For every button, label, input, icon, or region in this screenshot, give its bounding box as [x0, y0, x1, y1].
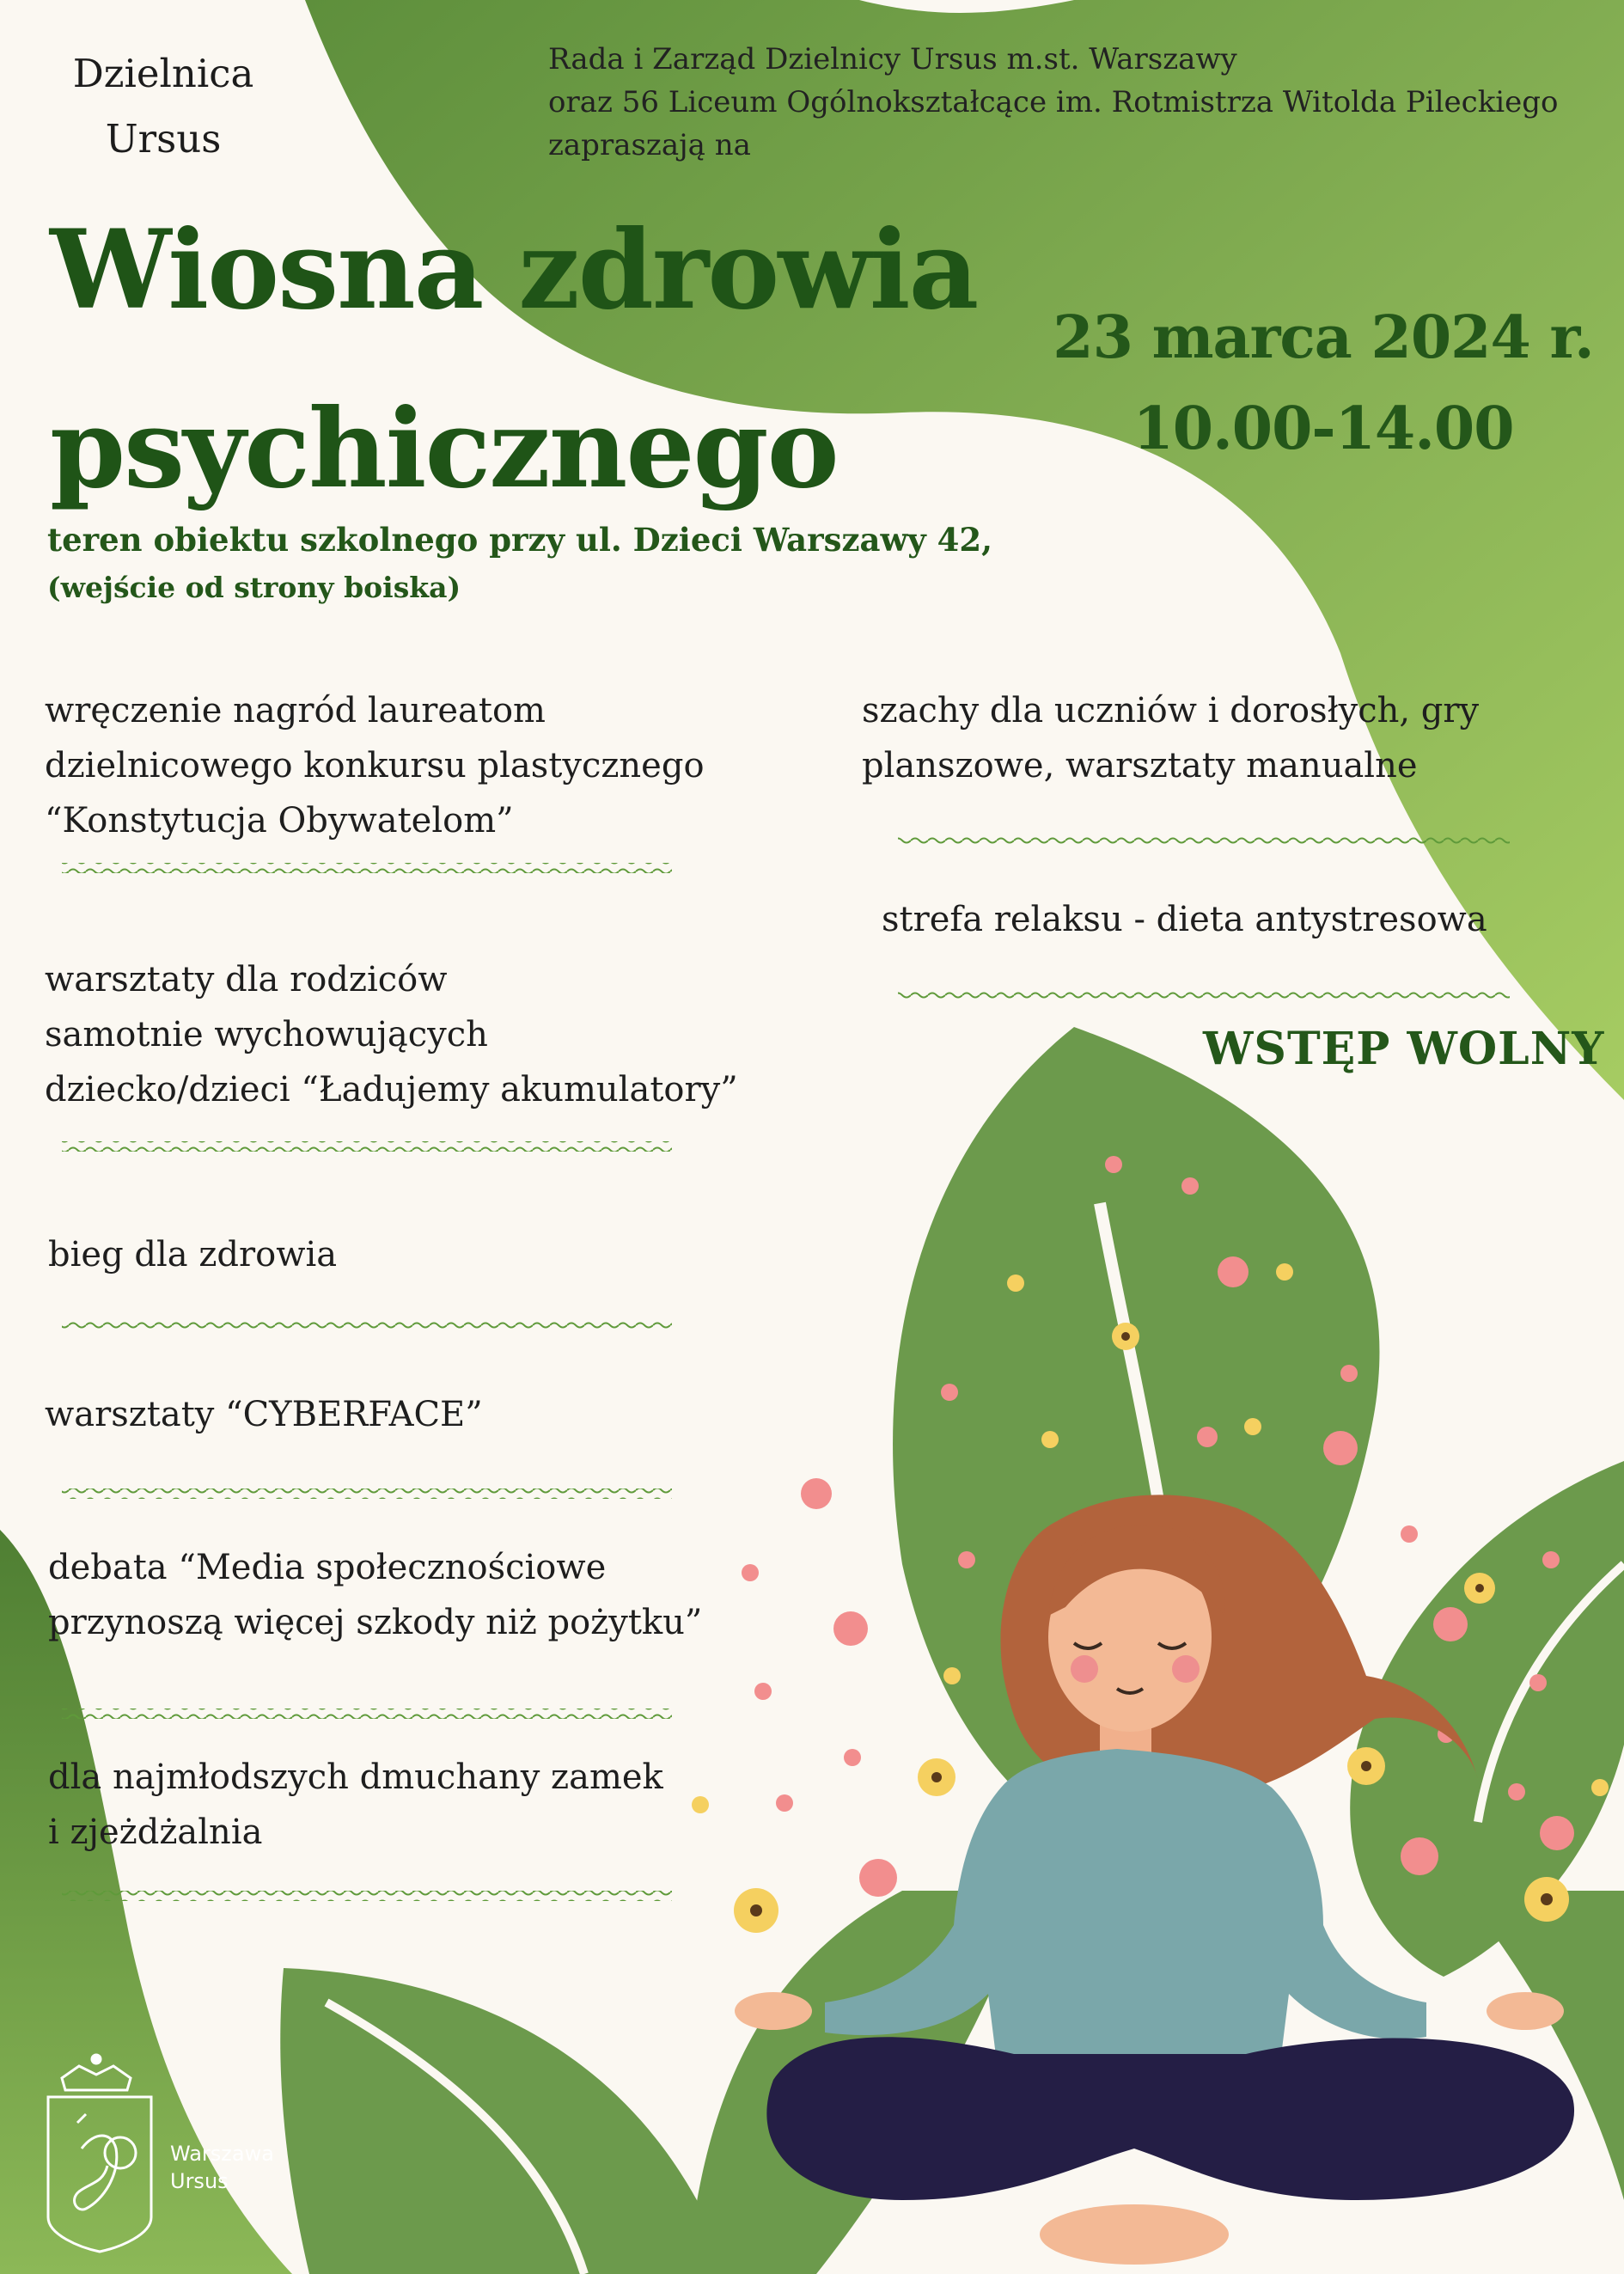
activity-line: dzielnicowego konkursu plastycznego [45, 746, 705, 786]
title-line1: Wiosna zdrowia [50, 206, 978, 333]
activity-line: przynoszą więcej szkody niż pożytku” [48, 1603, 703, 1642]
activity-line: dziecko/dzieci “Ładujemy akumulatory” [45, 1070, 738, 1109]
activity-line: samotnie wychowujących [45, 1015, 488, 1054]
activity-line: strefa relaksu - dieta antystresowa [882, 900, 1487, 939]
activity-parents-workshop [45, 952, 738, 1117]
title-line2: psychicznego [50, 385, 838, 512]
activity-line: bieg dla zdrowia [48, 1235, 338, 1275]
free-admission: WSTĘP WOLNY [1203, 1023, 1605, 1075]
activity-chess-games [862, 683, 1479, 793]
event-title [50, 180, 977, 538]
activity-debate [48, 1540, 702, 1650]
intro-line2: oraz 56 Liceum Ogólnokształcące im. Rotmistrza Witolda Pileckiego [548, 85, 1559, 119]
activity-run [48, 1227, 337, 1282]
district-line1: Dzielnica [72, 51, 254, 96]
event-date: 23 marca 2024 r. [1053, 303, 1594, 372]
activity-awards [45, 683, 705, 848]
venue-line1: teren obiektu szkolnego przy ul. Dzieci Warszawy 42, [47, 521, 993, 559]
activity-line: “Konstytucja Obywatelom” [45, 801, 514, 841]
activity-line: dla najmłodszych dmuchany zamek [48, 1757, 663, 1797]
activity-line: warsztaty “CYBERFACE” [45, 1395, 483, 1434]
intro-line3: zapraszają na [548, 128, 751, 162]
logo-line2: Ursus [170, 2169, 229, 2193]
district-line2: Ursus [105, 116, 222, 162]
venue-line2: (wejście od strony boiska) [47, 571, 461, 604]
bottom-left-leaf [280, 1968, 730, 2274]
intro-line1: Rada i Zarząd Dzielnicy Ursus m.st. Warszawy [548, 42, 1237, 76]
event-datetime [1014, 292, 1624, 474]
activity-relax-zone [882, 892, 1487, 947]
activity-cyberface [45, 1387, 483, 1442]
activity-line: i zjeżdżalnia [48, 1812, 263, 1852]
event-time: 10.00-14.00 [1133, 394, 1514, 463]
district-label [69, 41, 258, 172]
activity-line: wręczenie nagród laureatom [45, 691, 546, 730]
logo-text [170, 2140, 274, 2195]
logo-line1: Warszawa [170, 2142, 274, 2166]
activity-bouncy-castle [48, 1750, 663, 1860]
invitation-text [548, 38, 1559, 167]
activity-line: warsztaty dla rodziców [45, 960, 448, 999]
activity-line: planszowe, warsztaty manualne [862, 746, 1418, 786]
event-venue [47, 516, 992, 612]
activity-line: szachy dla uczniów i dorosłych, gry [862, 691, 1480, 730]
activity-line: debata “Media społecznościowe [48, 1548, 607, 1587]
